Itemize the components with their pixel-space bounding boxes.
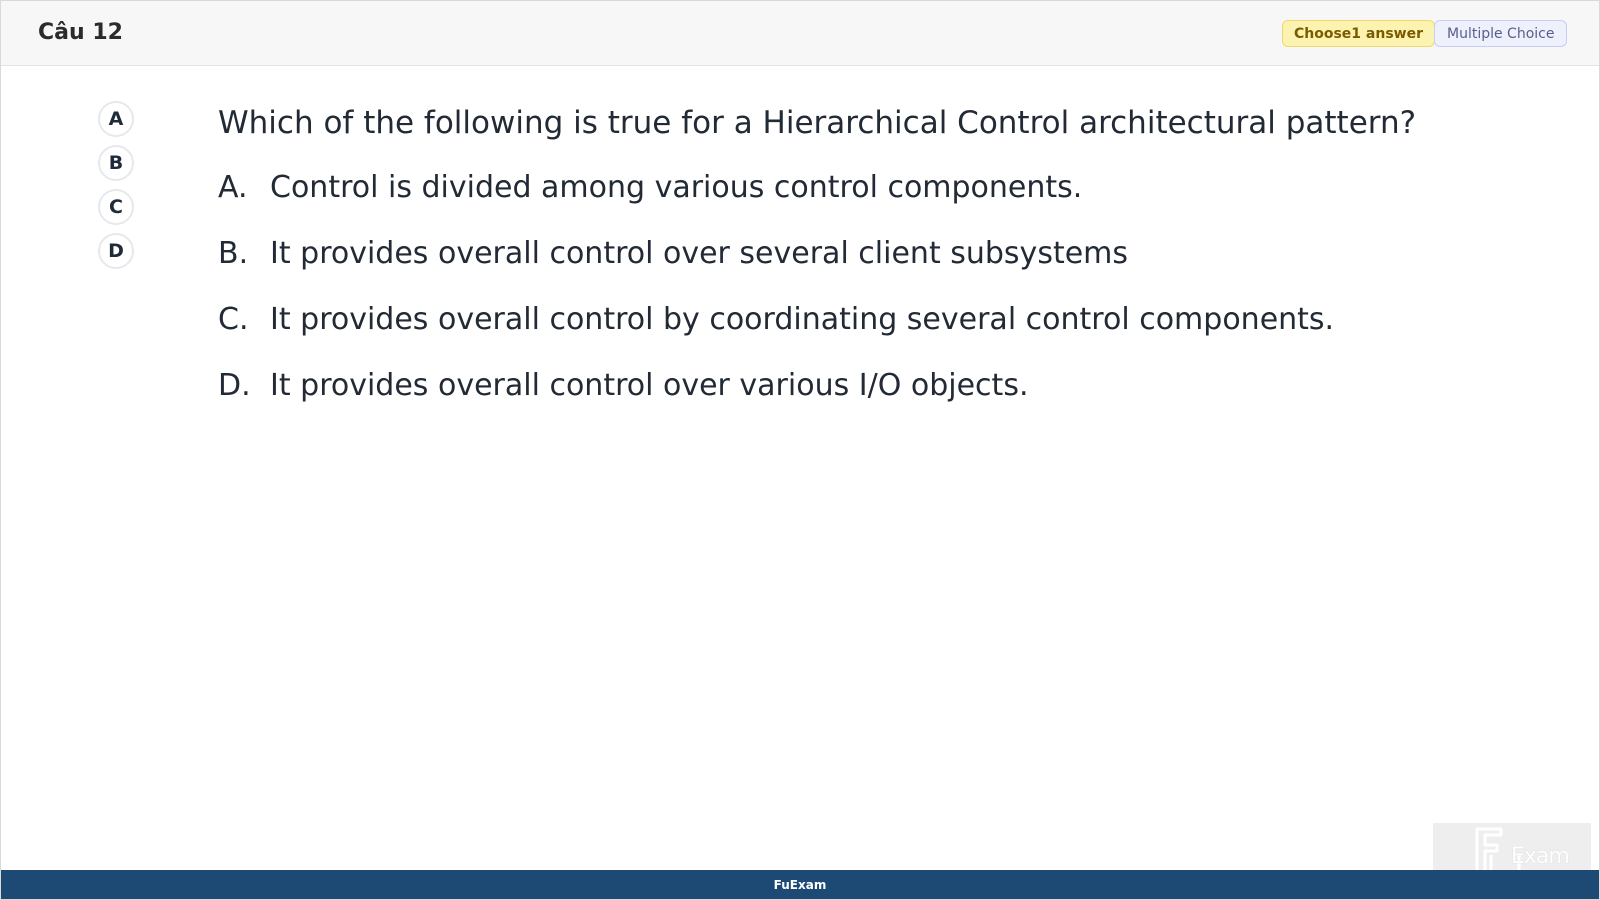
option-text: It provides overall control by coordinating several control components. [270, 302, 1335, 337]
question-body [218, 101, 1558, 429]
option-letter: D. [218, 368, 251, 403]
option-a [218, 165, 1558, 211]
footer-brand: FuExam [773, 877, 827, 892]
footer-bar [1, 870, 1599, 899]
question-text: Which of the following is true for a Hierarchical Control architectural pattern? [218, 105, 1417, 141]
answer-selector [98, 101, 136, 277]
option-letter: A. [218, 170, 248, 205]
answer-bubble-d[interactable]: D [98, 233, 134, 269]
question-number: Câu 12 [38, 20, 123, 45]
question-type-badge: Multiple Choice [1434, 20, 1567, 47]
option-c [218, 297, 1558, 343]
option-d [218, 363, 1558, 409]
option-letter: B. [218, 236, 249, 271]
option-text: It provides overall control over several client subsystems [270, 236, 1129, 271]
answer-bubble-b[interactable]: B [98, 145, 134, 181]
question-header [1, 1, 1599, 66]
option-letter: C. [218, 302, 249, 337]
answer-bubble-c[interactable]: C [98, 189, 134, 225]
option-b [218, 231, 1558, 277]
answer-bubble-a[interactable]: A [98, 101, 134, 137]
option-text: Control is divided among various control components. [270, 170, 1083, 205]
choose-answer-badge: Choose1 answer [1282, 20, 1435, 47]
watermark-text: Exam [1511, 844, 1569, 869]
option-text: It provides overall control over various I/O objects. [270, 368, 1029, 403]
